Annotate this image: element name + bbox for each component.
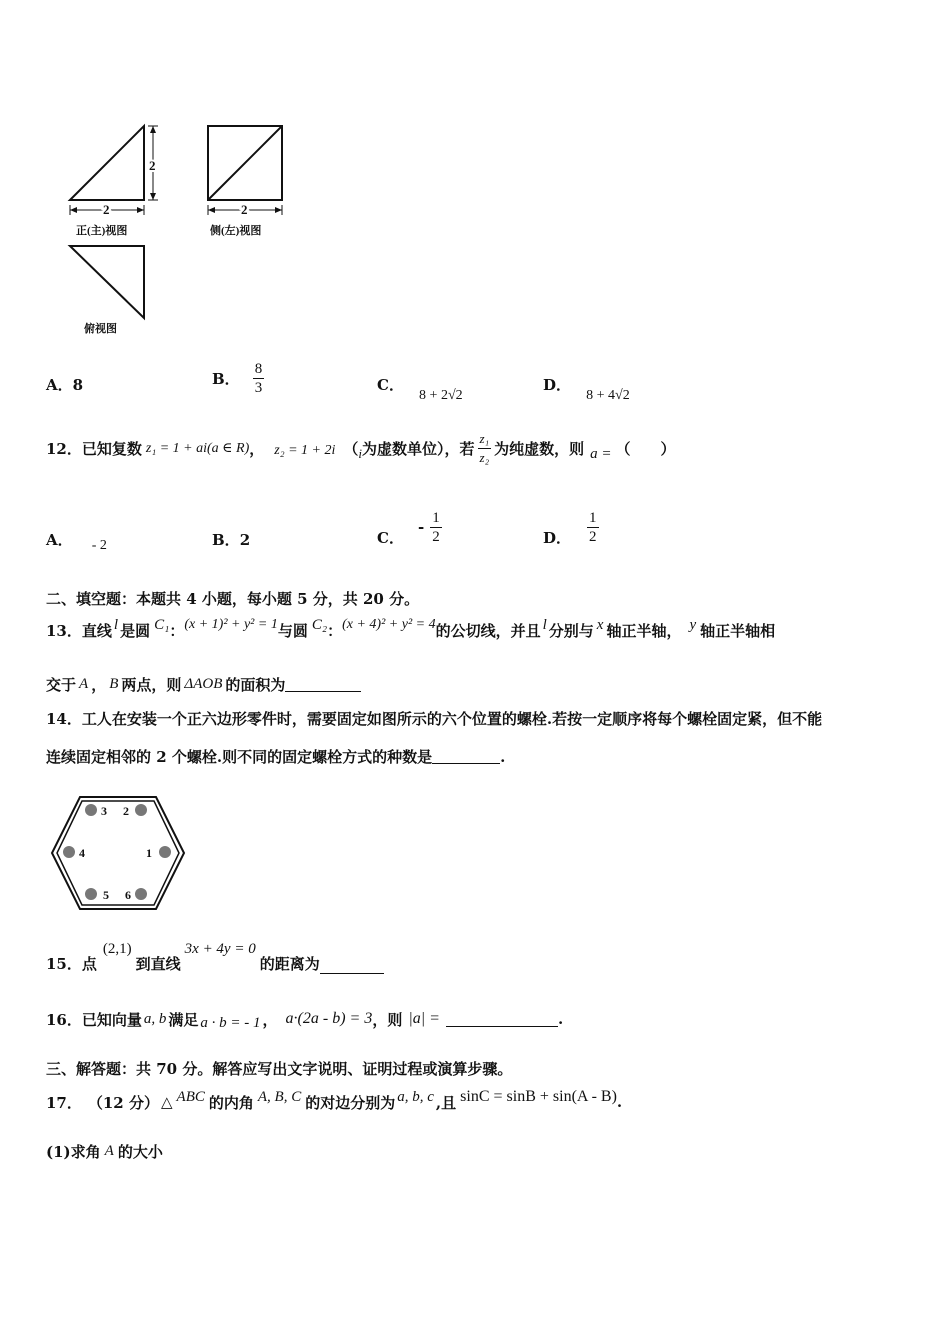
punct: . [616,1093,623,1111]
numerator: z₁ [478,430,492,449]
q11-option-d[interactable] [543,374,630,403]
fraction [430,509,442,546]
question-number: 12． [46,439,82,458]
option-value: - 2 [91,538,107,553]
question-text: 到直线 [135,955,181,973]
question-text: 轴正半轴相 [700,621,776,640]
option-value: 8 [72,376,84,394]
question-12 [46,424,676,472]
math-var: y [689,616,697,633]
dim-width-side: 2 [241,202,248,217]
option-value: 8 + 2√2 [419,388,463,403]
question-text: 满足 [168,1010,199,1029]
question-text: 点 [81,955,97,973]
math-var: l [542,616,547,633]
answer-blank[interactable] [320,959,384,974]
numerator: 8 [254,361,263,377]
math-angles: A, B, C [257,1088,302,1105]
math-abc: ABC [176,1088,205,1105]
triangle-symbol: △ [160,1093,173,1111]
math-sides: a, b, c [397,1088,434,1105]
option-value: 2 [239,531,251,549]
fraction-z1-z2 [478,430,492,467]
punct: ， [262,1010,278,1029]
option-label: C． [377,376,404,394]
hexagon-bolt-figure [48,794,188,912]
bolt-label: 5 [103,888,109,902]
bolt-label: 4 [79,846,85,860]
question-14-line-2 [46,746,505,767]
dim-height: 2 [149,158,156,173]
answer-paren: （ ） [615,439,676,458]
q11-option-a[interactable] [46,374,83,395]
math-var: A [104,1143,114,1159]
bolt-5 [85,888,109,902]
fraction [253,360,265,397]
bolt-4 [63,846,85,860]
punct: ： [169,621,185,640]
question-13-line-1 [46,614,775,646]
q12-option-d[interactable] [543,505,599,549]
math-eq2: (x + 4)² + y² = 4 [342,617,436,632]
question-text: 的距离为 [259,955,320,973]
math-var: x [596,616,604,633]
math-eq1: (x + 1)² + y² = 1 [184,617,278,632]
punct: ， [249,439,265,458]
q12-option-b[interactable] [212,529,250,550]
front-view-triangle [70,126,144,200]
question-text: 分别与 [548,621,594,640]
question-16 [46,1004,563,1034]
math-var: l [113,616,119,633]
math-i: i [358,446,362,461]
math-equation: sinC = sinB + sin(A - B) [460,1088,617,1105]
option-label: C． [377,528,404,547]
question-text: ,且 [435,1093,457,1112]
bolt-6 [125,888,147,902]
math-a-eq: a = [590,445,612,462]
question-number: 17． [46,1093,82,1112]
bolt-label: 1 [146,846,152,860]
question-text: ，则 [372,1010,403,1029]
math-vectors: a, b [143,1010,167,1027]
denominator: 3 [254,380,263,396]
option-label: D． [543,376,572,394]
option-label: A． [46,531,73,549]
bolt-3 [85,804,107,818]
math-condition: a·(2a - b) = 3 [285,1010,373,1027]
dim-width-front: 2 [103,202,110,217]
denominator: 2 [432,528,440,545]
bolt-label: 3 [101,804,107,818]
option-sign: - [417,518,425,536]
side-view-label: 侧(左)视图 [210,225,262,237]
question-text: 的内角 [208,1093,254,1112]
punct: ， [91,676,107,694]
math-var: A [79,676,89,692]
section-2-heading: 二、填空题：本题共 4 小题，每小题 5 分，共 20 分。 [46,590,420,608]
option-label: D． [543,528,572,547]
section-3-heading: 三、解答题：共 70 分。解答应写出文字说明、证明过程或演算步骤。 [46,1060,513,1078]
math-line: 3x + 4y = 0 [184,941,256,957]
question-15 [46,940,384,974]
question-number: 16． [46,1010,82,1029]
question-text: 的公切线，并且 [435,621,541,640]
bolt-label: 2 [123,804,129,818]
bolt-1 [146,846,171,860]
question-text: 为纯虚数，则 [494,439,585,458]
q12-option-c[interactable] [377,505,442,549]
punct: （ [343,439,359,458]
question-text: 轴正半轴， [606,621,682,640]
three-view-figure [60,118,290,340]
math-dot-product: a · b = - 1 [200,1014,261,1031]
denominator: 2 [589,528,597,545]
answer-blank[interactable] [432,749,500,764]
q11-option-b[interactable] [212,360,264,397]
math-point: (2,1) [102,941,132,957]
top-view-label: 俯视图 [84,323,117,335]
question-text: 的对边分别为 [305,1093,396,1112]
math-abs: |a| = [408,1010,440,1027]
answer-blank[interactable] [285,677,361,692]
question-number: 13． [46,621,82,640]
bolt-2 [123,804,147,818]
q11-option-c[interactable] [377,374,463,403]
math-triangle: ΔAOB [184,676,223,692]
option-label: A． [46,376,73,394]
front-view-label: 正(主)视图 [76,225,128,237]
punct: . [557,1010,564,1028]
numerator: 1 [432,509,440,526]
question-text: 与圆 [277,621,308,640]
question-14-line-1: 14．工人在安装一个正六边形零件时，需要固定如图所示的六个位置的螺栓.若按一定顺序将每个螺栓固定紧，但不能 [46,710,823,728]
q12-option-a[interactable] [46,529,107,553]
question-text: 已知复数 [81,439,142,458]
option-value: 8 + 4√2 [586,388,630,403]
question-text: 两点，则 [121,676,182,694]
question-13-line-2 [46,674,361,695]
question-17 [46,1086,622,1118]
answer-blank[interactable] [446,1012,558,1027]
top-view-triangle [70,246,144,318]
question-text: 交于 [46,676,77,694]
question-text: 已知向量 [81,1010,142,1029]
math-c2: C₂ [311,616,328,633]
math-var: B [109,676,119,692]
punct: . [500,747,506,766]
bolt-label: 6 [125,888,131,902]
question-text: 的面积为 [225,676,286,694]
option-label: B． [212,370,240,388]
question-text: 是圆 [120,621,151,640]
math-c1: C₁ [154,616,170,633]
question-text: 的大小 [117,1143,163,1161]
fraction [587,509,599,546]
question-number: 15． [46,955,82,973]
math-z1: z₁ = 1 + ai(a ∈ R) [145,440,250,456]
question-text: 为虚数单位），若 [362,439,475,458]
numerator: 1 [589,509,597,526]
question-text: (1)求角 [46,1143,101,1161]
question-text: 连续固定相邻的 2 个螺栓.则不同的固定螺栓方式的种数是 [46,748,433,766]
question-17-part-1 [46,1141,163,1162]
question-score: （12 分） [87,1093,159,1112]
denominator: z₂ [479,449,490,465]
punct: ： [327,621,343,640]
math-z2: z₂ = 1 + 2i [274,443,336,458]
question-text: 直线 [81,621,112,640]
option-label: B． [212,531,240,549]
